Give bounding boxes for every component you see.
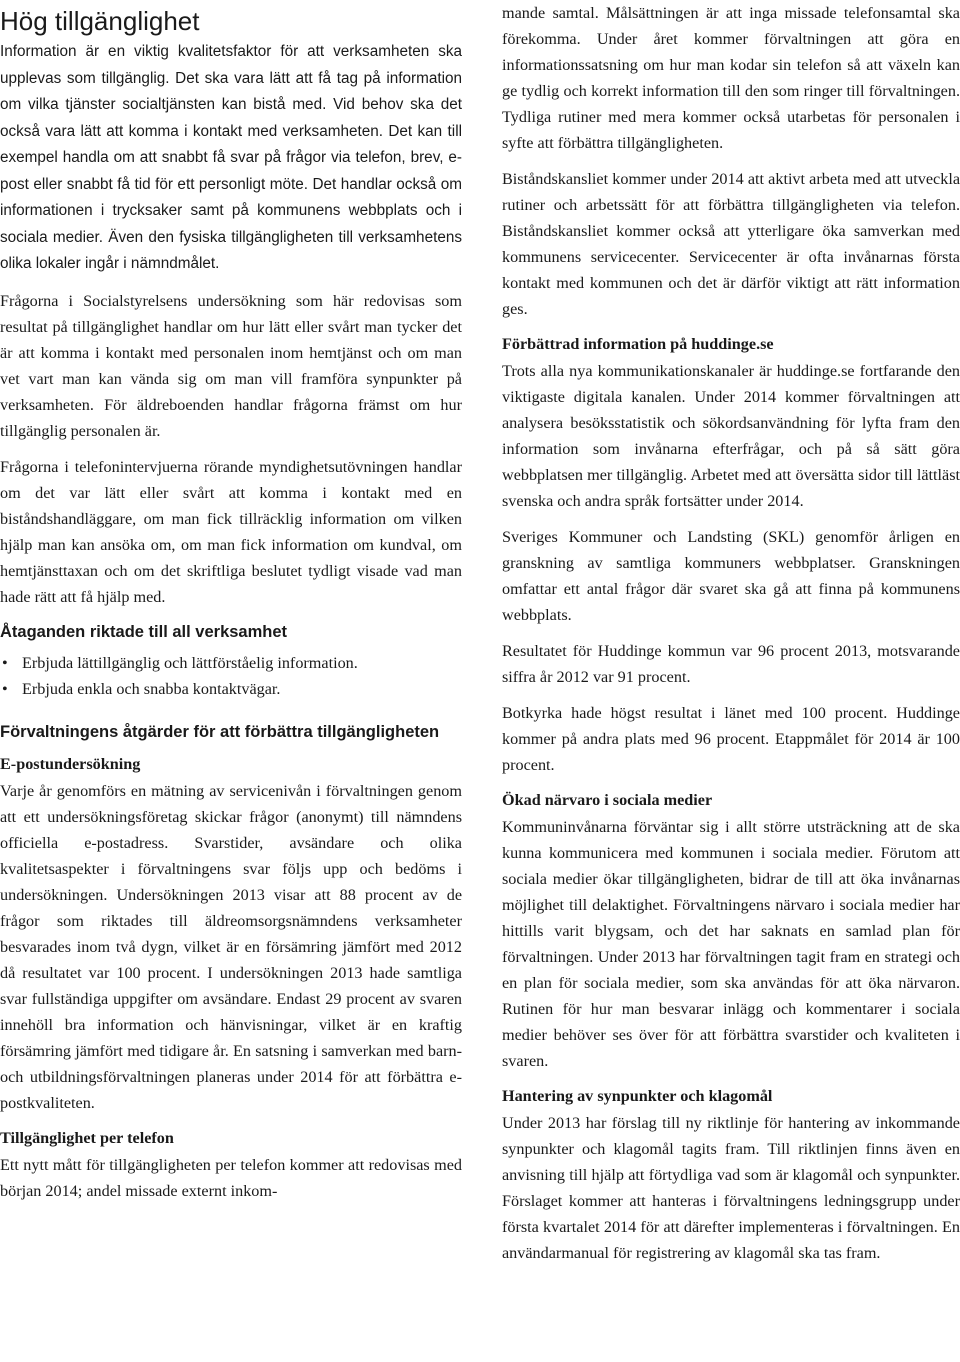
- socialstyrelsen-paragraph: Frågorna i Socialstyrelsens undersökning som här redovisas som resultat på tillgänglighet handlar om hur lätt eller svårt man tycker det är att komma i kontakt med personalen inom hemtjänst och om man vet vart man kan vända sig om man vill framföra synpunkter på verksamheten. För äldreboenden handlar frågorna främst om hur tillgänglig personalen är.: [0, 291, 462, 440]
- email-survey-paragraph: Varje år genomförs en mätning av servicenivån i förvaltningen genom att ett undersökningsföretag skickar frågor (anonymt) till nämndens officiella e-postadress. Svarstider, avsändare och olika kvalitetsaspekter i förvaltningens svar följs upp och bedöms i undersökningen. Undersökningen 2013 visar att 88 procent av de frågor som riktades till äldreomsorgsnämndens verksamheter besvarades inom två dygn, vilket är en försämring jämfört med 2012 då resultatet var 100 procent. I undersökningen 2013 hade samtliga svar fullständiga uppgifter om avsändare. Endast 29 procent av svaren innehöll bra information och hänvisningar, vilket är en kraftig försämring jämfört med tidigare år. En satsning i samverkan med barn- och utbildningsförvaltningen planeras under 2014 för att förbättra e-postkvaliteten.: [0, 781, 462, 1112]
- phone-accessibility-heading: Tillgänglighet per telefon: [0, 1128, 174, 1147]
- list-item-text: Erbjuda lättillgänglig och lättförståelig information.: [22, 653, 358, 672]
- complaints-paragraph: Under 2013 har förslag till ny riktlinje för hantering av inkommande synpunkter och klagomål tagits fram. Till riktlinjen finns även en anvisning till hjälp att förtydliga vad som är klagomål och synpunkter. Förslaget kommer att hanteras i förvaltningens ledningsgrupp under första kvartalet 2014 för att därefter implementeras i förvaltningen. En användarmanual för registrering av klagomål ska tas fram.: [502, 1114, 960, 1262]
- social-media-paragraph: Kommuninvånarna förväntar sig i allt större utsträckning att de ska kunna kommunicera med kommunen i sociala medier. Förutom att sociala medier ökar tillgängligheten, bidrar de till att öka invånarnas möjlighet till delaktighet. Förvaltningens närvaro i sociala medier har hittills varit blygsam, och det har saknats en samlad plan för förvaltningen. Under 2013 har förvaltningen tagit fram en strategi och en plan för sociala medier, som ska användas för att öka närvaron. Rutinen för hur man besvarar inlägg och kommentarer i sociala medier behöver ses över för att förbättra svarstider och kvaliteten i svaren.: [502, 818, 960, 1070]
- bullet-icon: •: [2, 679, 8, 698]
- phone-accessibility-paragraph: Ett nytt mått för tillgängligheten per telefon kommer att redovisas med början 2014; andel missade externt inkom-: [0, 1155, 462, 1200]
- commitments-list: [0, 650, 462, 702]
- list-item: [0, 650, 462, 676]
- complaints-heading: Hantering av synpunkter och klagomål: [502, 1087, 773, 1105]
- telephone-interview-paragraph: Frågorna i telefonintervjuerna rörande myndighetsutövningen handlar om det var lätt eller svårt att komma i kontakt med en biståndshandläggare, om man fick tillräcklig information om vilken hjälp man kan ansöka om, om man fick information om kundval, om hemtjänsttaxan och om det skriftliga beslutet tydligt visade vad man hade rätt att få hjälp med.: [0, 457, 462, 606]
- actions-heading: Förvaltningens åtgärder för att förbättra tillgängligheten: [0, 722, 440, 741]
- result-paragraph: Resultatet för Huddinge kommun var 96 procent 2013, motsvarande siffra år 2012 var 91 procent.: [502, 642, 960, 686]
- website-paragraph: Trots alla nya kommunikationskanaler är huddinge.se fortfarande den viktigaste digitala kanalen. Under 2014 kommer förvaltningen att analysera besöksstatistik och sökordsanvändning för lyfta fram den information som invånarna efterfrågar, och på så sätt göra webbplatsen mer tillgänglig. Arbetet med att översätta sidor till lättläst svenska och andra språk fortsätter under 2014.: [502, 362, 960, 510]
- skl-paragraph: Sveriges Kommuner och Landsting (SKL) genomför årligen en granskning av samtliga kommuners webbplatser. Granskningen omfattar ett antal frågor där svaret ska gå att finna på kommunens webbplats.: [502, 528, 960, 624]
- list-item-text: Erbjuda enkla och snabba kontaktvägar.: [22, 679, 281, 698]
- website-heading: Förbättrad information på huddinge.se: [502, 335, 774, 353]
- right-column: [502, 0, 960, 1276]
- page-title: Hög tillgänglighet: [0, 6, 200, 36]
- botkyrka-paragraph: Botkyrka hade högst resultat i länet med 100 procent. Huddinge kommer på andra plats med 96 procent. Etappmålet för 2014 är 100 procent.: [502, 704, 960, 774]
- list-item: [0, 676, 462, 702]
- left-column: [0, 0, 462, 1214]
- commitments-heading: Åtaganden riktade till all verksamhet: [0, 622, 288, 641]
- email-survey-heading: E-postundersökning: [0, 754, 141, 773]
- social-media-heading: Ökad närvaro i sociala medier: [502, 791, 713, 809]
- bistandskansliet-paragraph: Biståndskansliet kommer under 2014 att aktivt arbeta med att utveckla rutiner och arbetssätt för att förbättra tillgängligheten via telefon. Biståndskansliet kommer också att ytterligare öka samverkan med kommunens servicecenter. Servicecenter är ofta invånarnas första kontakt med kommunen och det är därför viktigt att rätt information ges.: [502, 170, 960, 318]
- phone-continued-paragraph: mande samtal. Målsättningen är att inga missade telefonsamtal ska förekomma. Under året kommer förvaltningen att göra en informationssatsning om hur man kodar sin telefon så att växeln kan ge tydlig och korrekt information till den som ringer till förvaltningen. Tydliga rutiner med mera kommer också utarbetas för personalen i syfte att förbättra tillgängligheten.: [502, 4, 960, 152]
- intro-paragraph: Information är en viktig kvalitetsfaktor för att verksamheten ska upplevas som tillgänglig. Det ska vara lätt att få tag på information om vilka tjänster socialtjänsten kan bistå med. Vid behov ska det också vara lätt att komma i kontakt med verksamheten. Det kan till exempel handla om att snabbt få svar på frågor via telefon, brev, e-post eller snabbt få tid för ett personligt möte. Det handlar också om informationen i trycksaker samt på kommunens webbplats och i sociala medier. Även den fysiska tillgängligheten till verksamhetens olika lokaler ingår i nämndmålet.: [0, 43, 462, 272]
- bullet-icon: •: [2, 653, 8, 672]
